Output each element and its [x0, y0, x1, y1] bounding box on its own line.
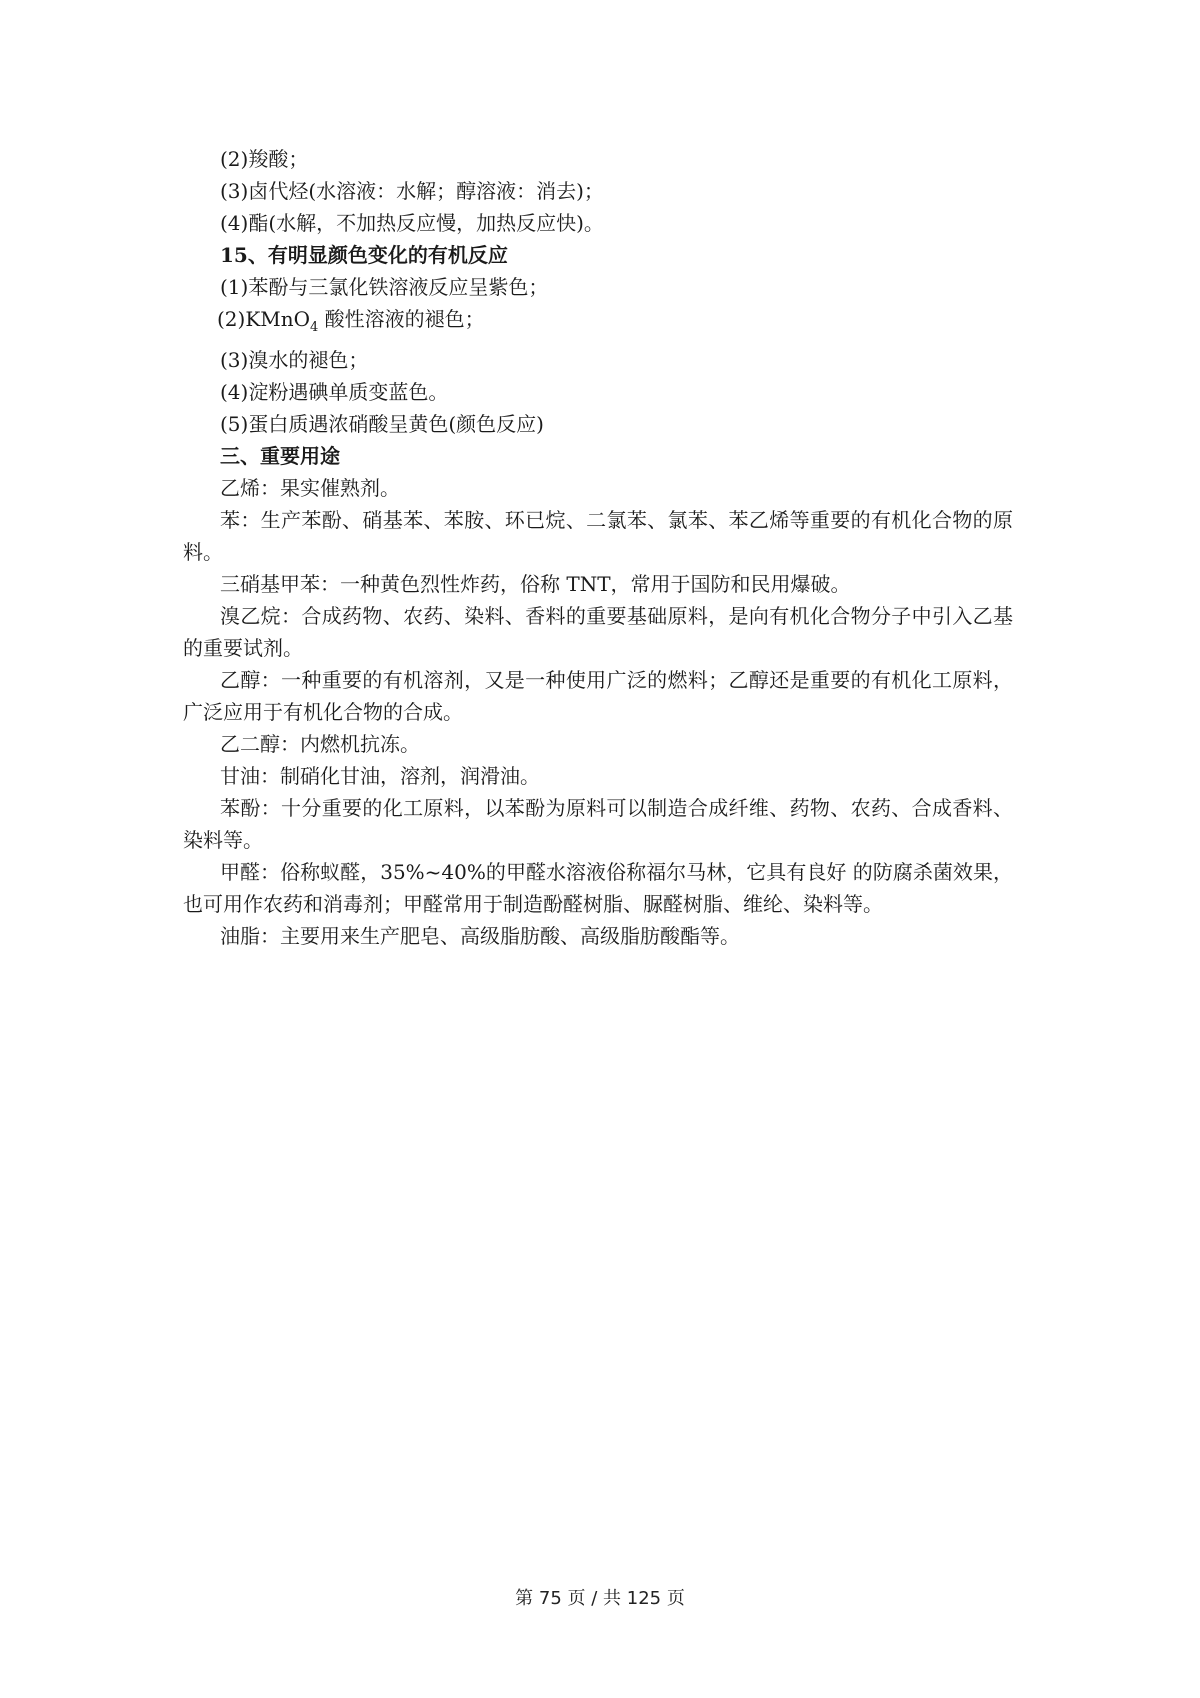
section-heading: 15、有明显颜色变化的有机反应 — [220, 243, 508, 267]
paragraph: 乙二醇：内燃机抗冻。 — [220, 732, 420, 756]
text-line: (4)酯(水解，不加热反应慢，加热反应快)。 — [220, 211, 604, 235]
list-item: (1)苯酚与三氯化铁溶液反应呈紫色； — [220, 275, 549, 299]
paragraph: 溴乙烷：合成药物、农药、染料、香料的重要基础原料，是向有机化合物分子中引入乙基的重要试剂。 — [183, 604, 1013, 660]
paragraph: 甲醛：俗称蚁醛，35%~40%的甲醛水溶液俗称福尔马林，它具有良好 的防腐杀菌效果，也可用作农药和消毒剂；甲醛常用于制造酚醛树脂、脲醛树脂、维纶、染料等。 — [183, 860, 1013, 916]
section-heading: 三、重要用途 — [220, 444, 340, 468]
text-line: (2)羧酸； — [220, 147, 309, 171]
page-footer: 第 75 页 / 共 125 页 — [515, 1588, 685, 1609]
formula-subscript: 4 — [310, 320, 319, 335]
paragraph: 苯：生产苯酚、硝基苯、苯胺、环已烷、二氯苯、氯苯、苯乙烯等重要的有机化合物的原料。 — [183, 508, 1013, 564]
list-item: (3)溴水的褪色； — [220, 348, 369, 372]
paragraph: 乙烯：果实催熟剂。 — [220, 476, 400, 500]
paragraph: 苯酚：十分重要的化工原料，以苯酚为原料可以制造合成纤维、药物、农药、合成香料、染料等。 — [183, 796, 1013, 852]
paragraph: 甘油：制硝化甘油，溶剂，润滑油。 — [220, 764, 540, 788]
list-item-text: 酸性溶液的褪色； — [318, 307, 485, 331]
list-item — [183, 303, 1013, 344]
paragraph: 油脂：主要用来生产肥皂、高级脂肪酸、高级脂肪酸酯等。 — [220, 924, 740, 948]
document-body — [183, 143, 1013, 952]
paragraph: 乙醇：一种重要的有机溶剂，又是一种使用广泛的燃料；乙醇还是重要的有机化工原料，广泛应用于有机化合物的合成。 — [183, 668, 1013, 724]
formula-text: (2)KMnO — [217, 307, 311, 331]
list-item: (5)蛋白质遇浓硝酸呈黄色(颜色反应) — [220, 412, 544, 436]
text-line: (3)卤代烃(水溶液：水解；醇溶液：消去)； — [220, 179, 604, 203]
paragraph: 三硝基甲苯：一种黄色烈性炸药，俗称 TNT，常用于国防和民用爆破。 — [220, 572, 851, 596]
list-item: (4)淀粉遇碘单质变蓝色。 — [220, 380, 449, 404]
